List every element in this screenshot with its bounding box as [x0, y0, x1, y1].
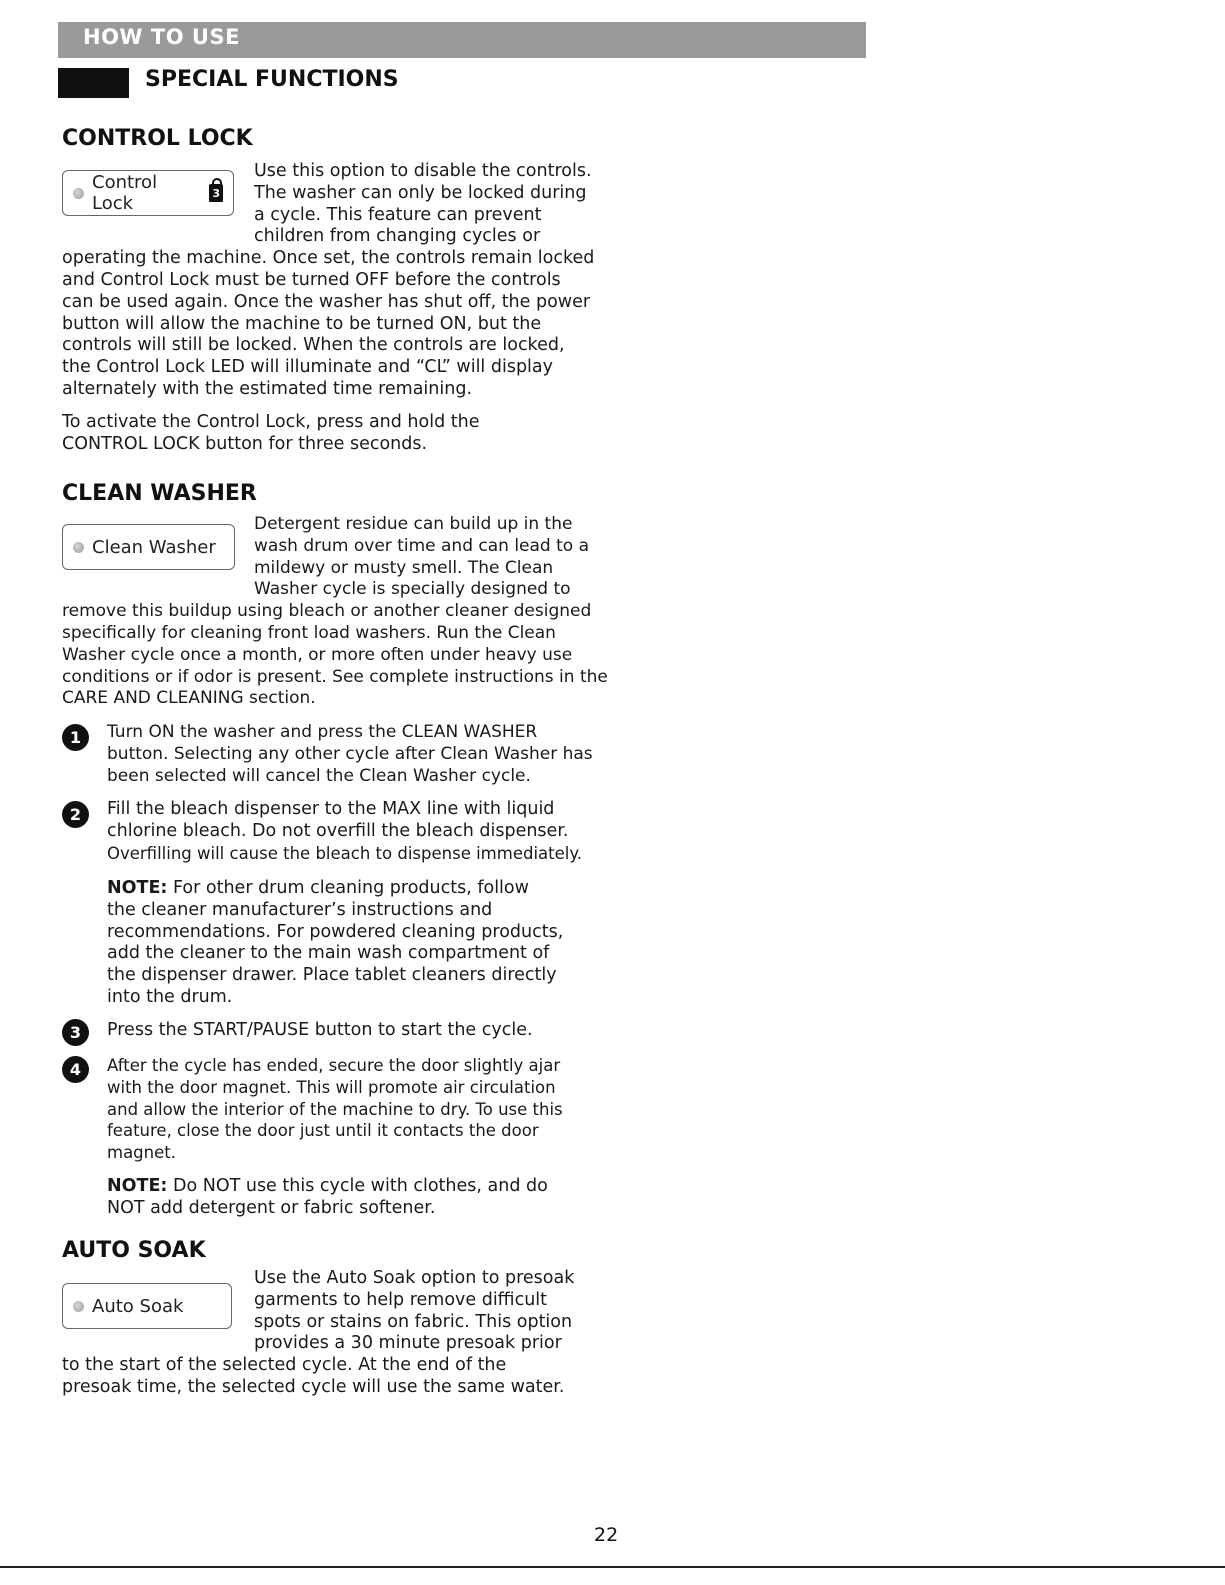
text-line: the dispenser drawer. Place tablet cleaners directly [107, 965, 557, 986]
text-line: into the drum. [107, 986, 233, 1007]
auto-soak-button-label: Auto Soak [92, 1295, 184, 1317]
control-lock-button-label: Control Lock [92, 172, 158, 214]
text-line: wash drum over time and can lead to a [254, 535, 590, 556]
auto-soak-description [62, 1268, 642, 1399]
text-line: garments to help remove difficult [254, 1289, 548, 1310]
text-line: button will allow the machine to be turned ON, but the [62, 313, 542, 334]
page-title: SPECIAL FUNCTIONS [145, 67, 399, 92]
step-1-text [107, 722, 627, 787]
lock-icon: 3 [209, 184, 223, 202]
text-line: Turn ON the washer and press the CLEAN WASHER [107, 722, 538, 742]
text-line: The washer can only be locked during [254, 182, 587, 203]
text-line: Detergent residue can build up in the [254, 514, 573, 534]
text-line: magnet. [107, 1143, 176, 1163]
text-line: Do NOT use this cycle with clothes, and do [167, 1176, 548, 1196]
text-line: the cleaner manufacturer’s instructions and [107, 899, 493, 920]
text-line: To activate the Control Lock, press and hold the [62, 412, 480, 432]
text-line: Fill the bleach dispenser to the MAX line with liquid [107, 799, 555, 819]
text-line: provides a 30 minute presoak prior [254, 1333, 562, 1354]
text-line: a cycle. This feature can prevent [254, 204, 542, 225]
text-line: chlorine bleach. Do not overfill the bleach dispenser. [107, 820, 569, 841]
control-lock-heading: CONTROL LOCK [62, 126, 253, 151]
step-number-1: 1 [62, 724, 89, 751]
text-line: Overfilling will cause the bleach to dispense immediately. [107, 843, 583, 863]
text-line: Washer cycle once a month, or more often under heavy use [62, 644, 573, 665]
step-number-2: 2 [62, 801, 89, 828]
text-line: specifically for cleaning front load washers. Run the Clean [62, 622, 556, 643]
text-line: NOT add detergent or fabric softener. [107, 1197, 436, 1218]
text-line: Use this option to disable the controls. [254, 161, 592, 181]
text-line: to the start of the selected cycle. At the end of the [62, 1355, 507, 1376]
clean-washer-description [62, 514, 622, 710]
clean-washer-button-label: Clean Washer [92, 536, 216, 558]
step-3-text [107, 1020, 627, 1042]
text-line: Use the Auto Soak option to presoak [254, 1268, 575, 1288]
step-number-3: 3 [62, 1019, 89, 1046]
page-number: 22 [594, 1524, 619, 1546]
clean-washer-note-2 [107, 1176, 627, 1220]
note-label: NOTE: [107, 1176, 168, 1196]
clean-washer-heading: CLEAN WASHER [62, 481, 257, 506]
auto-soak-heading: AUTO SOAK [62, 1238, 206, 1263]
text-line: controls will still be locked. When the controls are locked, [62, 335, 565, 356]
text-line: mildewy or musty smell. The Clean [254, 557, 554, 578]
text-line: conditions or if odor is present. See complete instructions in the [62, 666, 608, 687]
step-2-text [107, 799, 627, 864]
note-label: NOTE: [107, 878, 168, 898]
text-line: and Control Lock must be turned OFF before the controls [62, 269, 561, 290]
section-header-label: HOW TO USE [83, 25, 240, 49]
text-line: CARE AND CLEANING section. [62, 688, 316, 709]
text-line: presoak time, the selected cycle will use the same water. [62, 1376, 565, 1397]
step-4-text [107, 1055, 627, 1164]
title-marker-block [58, 68, 129, 98]
text-line: Press the START/PAUSE button to start the cycle. [107, 1020, 533, 1040]
step-number-4: 4 [62, 1056, 89, 1083]
bottom-divider [0, 1566, 1225, 1568]
text-line: feature, close the door just until it contacts the door [107, 1121, 539, 1141]
text-line: spots or stains on fabric. This option [254, 1311, 573, 1332]
text-line: For other drum cleaning products, follow [167, 878, 529, 898]
text-line: and allow the interior of the machine to dry. To use this [107, 1099, 563, 1119]
text-line: CONTROL LOCK button for three seconds. [62, 433, 428, 454]
text-line: button. Selecting any other cycle after Clean Washer has [107, 743, 593, 764]
text-line: can be used again. Once the washer has shut off, the power [62, 291, 591, 312]
text-line: After the cycle has ended, secure the door slightly ajar [107, 1056, 561, 1075]
control-lock-description [62, 161, 622, 401]
text-line: operating the machine. Once set, the controls remain locked [62, 248, 595, 269]
text-line: add the cleaner to the main wash compartment of [107, 943, 550, 964]
text-line: remove this buildup using bleach or another cleaner designed [62, 601, 592, 622]
text-line: recommendations. For powdered cleaning products, [107, 921, 564, 942]
clean-washer-note-1 [107, 878, 627, 1009]
text-line: been selected will cancel the Clean Washer cycle. [107, 765, 531, 786]
text-line: alternately with the estimated time remaining. [62, 378, 473, 399]
text-line: the Control Lock LED will illuminate and “CL” will display [62, 357, 553, 378]
text-line: with the door magnet. This will promote air circulation [107, 1077, 556, 1097]
control-lock-activation-text [62, 412, 622, 456]
text-line: children from changing cycles or [254, 226, 541, 247]
text-line: Washer cycle is specially designed to [254, 579, 571, 600]
